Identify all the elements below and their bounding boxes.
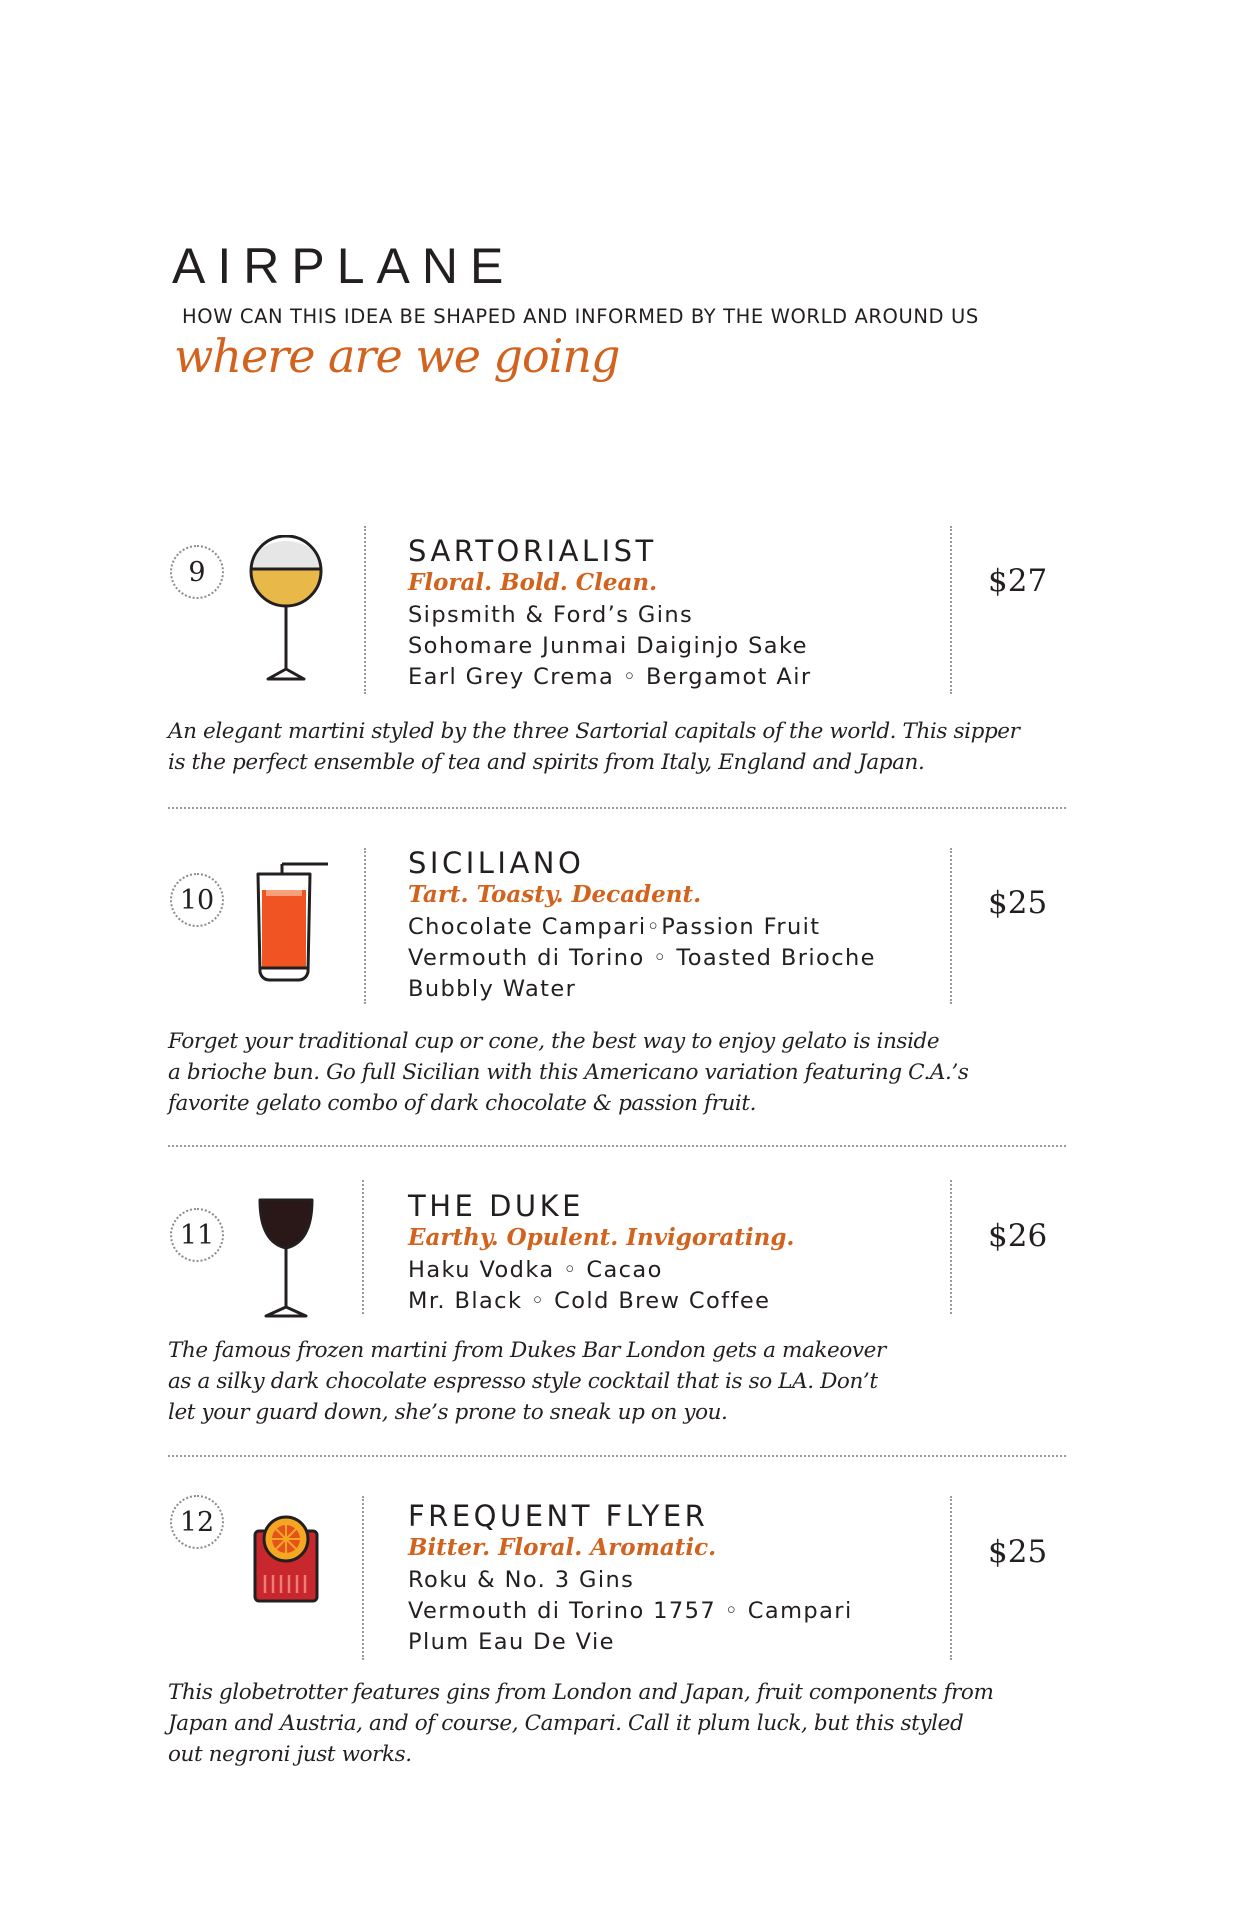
item-description-line: let your guard down, she’s prone to sneak up on you. [168, 1400, 728, 1425]
rocks-glass-icon [252, 1513, 322, 1605]
vertical-divider [950, 1496, 952, 1660]
item-price: $25 [988, 885, 1048, 921]
item-name: SICILIANO [408, 846, 585, 880]
item-description-line: is the perfect ensemble of tea and spirits from Italy, England and Japan. [168, 750, 925, 775]
item-ingredient: Sipsmith & Ford’s Gins [408, 602, 694, 628]
item-description-line: a brioche bun. Go full Sicilian with this Americano variation featuring C.A.’s [168, 1060, 969, 1085]
item-tagline: Earthy. Opulent. Invigorating. [408, 1224, 795, 1251]
vertical-divider [364, 848, 366, 1004]
vertical-divider [362, 1496, 364, 1660]
highball-glass-icon [250, 862, 330, 992]
item-description-line: favorite gelato combo of dark chocolate & passion fruit. [168, 1091, 757, 1116]
item-description-line: An elegant martini styled by the three Sartorial capitals of the world. This sipper [168, 719, 1020, 744]
item-ingredient: Mr. Black ◦ Cold Brew Coffee [408, 1288, 771, 1314]
page-title: AIRPLANE [172, 238, 516, 294]
item-ingredient: Haku Vodka ◦ Cacao [408, 1257, 663, 1283]
vertical-divider [950, 526, 952, 694]
vertical-divider [950, 1180, 952, 1314]
item-tagline: Floral. Bold. Clean. [408, 569, 658, 596]
vertical-divider [950, 848, 952, 1004]
item-ingredient: Vermouth di Torino ◦ Toasted Brioche [408, 945, 876, 971]
item-tagline: Bitter. Floral. Aromatic. [408, 1534, 717, 1561]
item-description-line: as a silky dark chocolate espresso style cocktail that is so LA. Don’t [168, 1369, 878, 1394]
item-ingredient: Roku & No. 3 Gins [408, 1567, 635, 1593]
item-ingredient: Chocolate Campari◦Passion Fruit [408, 914, 821, 940]
item-tagline: Tart. Toasty. Decadent. [408, 881, 702, 908]
item-ingredient: Sohomare Junmai Daiginjo Sake [408, 633, 808, 659]
script-tagline: where are we going [174, 329, 620, 383]
item-description-line: This globetrotter features gins from London and Japan, fruit components from [168, 1680, 994, 1705]
item-description-line: Forget your traditional cup or cone, the best way to enjoy gelato is inside [168, 1029, 940, 1054]
vertical-divider [362, 1180, 364, 1314]
coupe-glass-icon [246, 535, 326, 685]
item-description-line: out negroni just works. [168, 1742, 412, 1767]
section-divider [168, 1455, 1066, 1457]
section-divider [168, 807, 1066, 809]
item-ingredient: Bubbly Water [408, 976, 577, 1002]
item-description-line: The famous frozen martini from Dukes Bar London gets a makeover [168, 1338, 886, 1363]
item-price: $27 [988, 563, 1048, 599]
item-price: $26 [988, 1218, 1048, 1254]
item-number-badge: 10 [170, 873, 224, 927]
item-name: SARTORIALIST [408, 534, 657, 568]
item-number-badge: 12 [170, 1495, 224, 1549]
item-ingredient: Vermouth di Torino 1757 ◦ Campari [408, 1598, 853, 1624]
item-number-badge: 9 [170, 545, 224, 599]
item-description-line: Japan and Austria, and of course, Campari. Call it plum luck, but this styled [168, 1711, 964, 1736]
section-divider [168, 1145, 1066, 1147]
item-ingredient: Earl Grey Crema ◦ Bergamot Air [408, 664, 812, 690]
nick-and-nora-glass-icon [256, 1190, 316, 1320]
item-name: THE DUKE [408, 1189, 584, 1223]
item-ingredient: Plum Eau De Vie [408, 1629, 615, 1655]
vertical-divider [364, 526, 366, 694]
item-name: FREQUENT FLYER [408, 1499, 709, 1533]
item-number-badge: 11 [170, 1208, 224, 1262]
page-subtitle: HOW CAN THIS IDEA BE SHAPED AND INFORMED BY THE WORLD AROUND US [182, 305, 979, 328]
item-price: $25 [988, 1534, 1048, 1570]
